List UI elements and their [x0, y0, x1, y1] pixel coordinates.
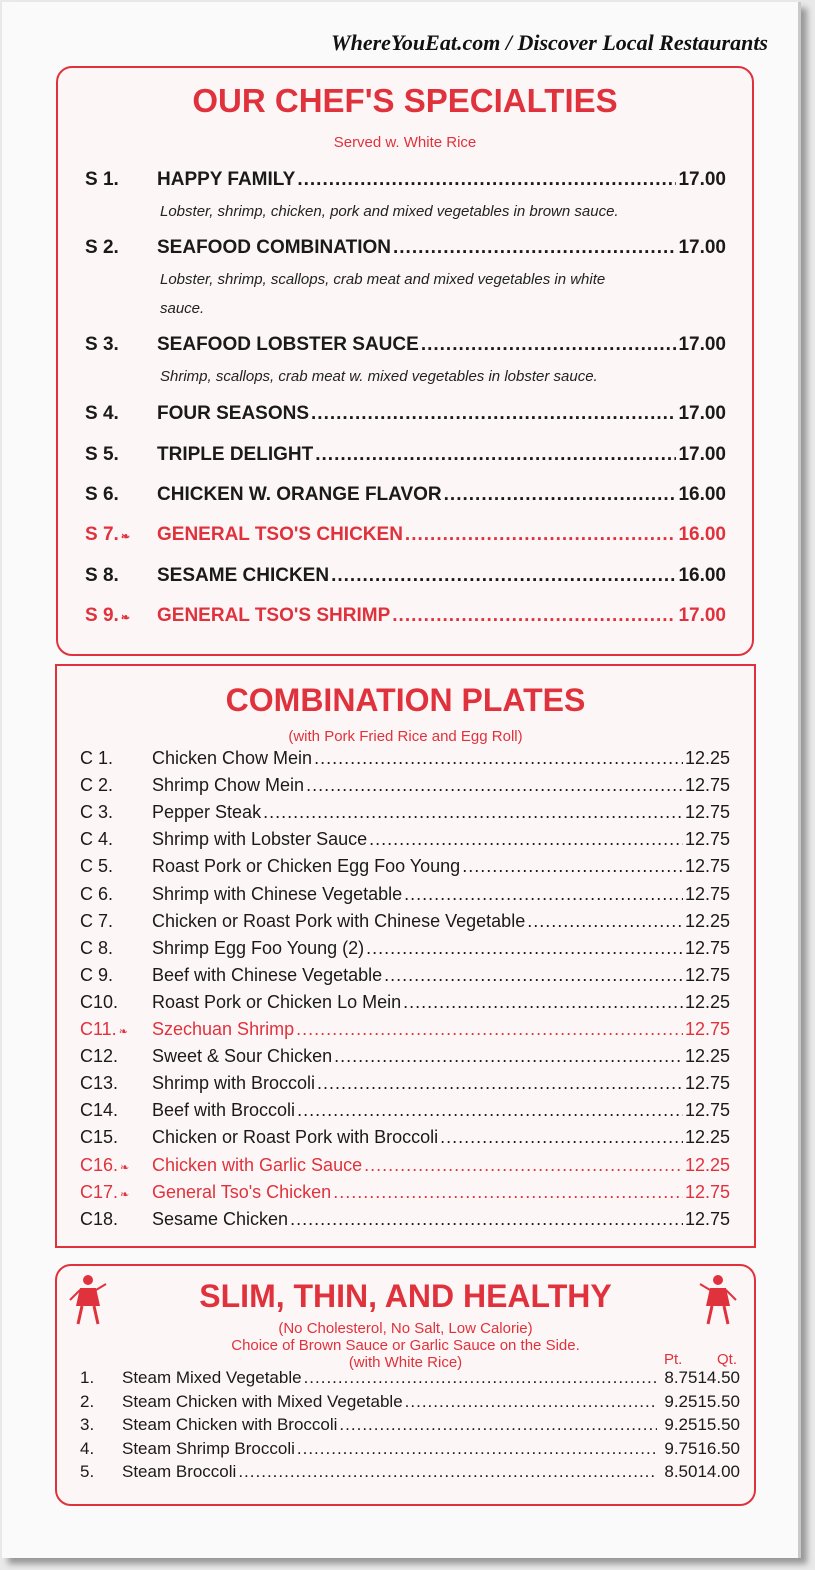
pint-price: 9.25 [664, 1391, 698, 1411]
dancer-figure-icon [68, 1272, 108, 1328]
combination-item: C 3. Pepper Steak ..... 12.75 [80, 802, 730, 823]
specialty-item: S 6. CHICKEN W. ORANGE FLAVOR ..... 16.00 [85, 484, 726, 506]
chili-pepper-icon: ❧ [120, 531, 131, 543]
specialty-item: S 4. FOUR SEASONS ..... 17.00 [85, 403, 726, 425]
specialty-item-spicy: S 9. ❧ GENERAL TSO'S SHRIMP ..... 17.00 [85, 605, 726, 627]
menu-page [2, 2, 801, 1558]
specialty-description: Shrimp, scallops, crab meat w. mixed vegetables in lobster sauce. [160, 368, 598, 385]
combination-item: C 9. Beef with Chinese Vegetable ..... 12.75 [80, 965, 730, 986]
healthy-item: 1. Steam Mixed Vegetable ..... 8.75 14.50 [80, 1368, 740, 1388]
specialty-description: Lobster, shrimp, chicken, pork and mixed vegetables in brown sauce. [160, 203, 619, 220]
specialty-description: Lobster, shrimp, scallops, crab meat and mixed vegetables in white [160, 271, 606, 288]
dancer-figure-icon [698, 1272, 738, 1328]
quart-price: 15.50 [697, 1415, 740, 1435]
combination-item: C 2. Shrimp Chow Mein ..... 12.75 [80, 775, 730, 796]
pint-price: 8.75 [664, 1368, 698, 1387]
combination-item: C12. Sweet & Sour Chicken ..... 12.25 [80, 1046, 730, 1067]
quart-price: 16.50 [697, 1438, 740, 1458]
pint-column-header: Pt. [664, 1351, 683, 1368]
healthy-rice-note: (with White Rice) [348, 1354, 463, 1371]
specialties-title: OUR CHEF'S SPECIALTIES [192, 82, 618, 119]
combination-item: C15. Chicken or Roast Pork with Broccoli ..... 12.25 [80, 1127, 730, 1148]
combination-item: C 7. Chicken or Roast Pork with Chinese Vegetable ..... 12.25 [80, 911, 730, 932]
healthy-item: 4. Steam Shrimp Broccoli ..... 9.75 16.50 [80, 1439, 740, 1459]
combination-item-spicy: C11. ❧ Szechuan Shrimp ..... 12.75 [80, 1019, 730, 1040]
specialty-item: S 2. SEAFOOD COMBINATION ..... 17.00 [85, 237, 726, 259]
quart-price: 15.50 [697, 1391, 740, 1411]
specialty-description: sauce. [160, 300, 205, 317]
specialty-item: S 5. TRIPLE DELIGHT ..... 17.00 [85, 444, 726, 466]
pint-price: 9.25 [664, 1415, 698, 1435]
combination-item: C 1. Chicken Chow Mein ..... 12.25 [80, 748, 730, 769]
healthy-item: 3. Steam Chicken with Broccoli ..... 9.25 15.50 [80, 1415, 740, 1435]
combination-item: C13. Shrimp with Broccoli ..... 12.75 [80, 1073, 730, 1094]
combination-item: C 4. Shrimp with Lobster Sauce ..... 12.75 [80, 829, 730, 850]
combination-item: C 5. Roast Pork or Chicken Egg Foo Young ..... 12.75 [80, 856, 730, 877]
pint-price: 9.75 [664, 1438, 698, 1458]
specialty-item: S 8. SESAME CHICKEN ..... 16.00 [85, 565, 726, 587]
combination-item-spicy: C17. ❧ General Tso's Chicken ..... 12.75 [80, 1182, 730, 1203]
healthy-title: SLIM, THIN, AND HEALTHY [199, 1278, 612, 1314]
specialties-subtitle: Served w. White Rice [333, 134, 477, 151]
specialty-item: S 3. SEAFOOD LOBSTER SAUCE ..... 17.00 [85, 334, 726, 356]
quart-column-header: Qt. [717, 1351, 738, 1368]
combination-title: COMBINATION PLATES [225, 682, 586, 718]
chili-pepper-icon: ❧ [120, 1188, 130, 1201]
specialty-item-spicy: S 7. ❧ GENERAL TSO'S CHICKEN ..... 16.00 [85, 524, 726, 546]
chili-pepper-icon: ❧ [120, 612, 131, 624]
specialty-item: S 1. HAPPY FAMILY ..... 17.00 [85, 169, 726, 191]
combination-item: C10. Roast Pork or Chicken Lo Mein ..... 12.25 [80, 992, 730, 1013]
combination-item: C 6. Shrimp with Chinese Vegetable ..... 12.75 [80, 884, 730, 905]
chili-pepper-icon: ❧ [118, 1026, 128, 1038]
quart-price: 14.00 [697, 1462, 740, 1482]
combination-item-spicy: C16. ❧ Chicken with Garlic Sauce ..... 12.25 [80, 1155, 730, 1176]
combination-subtitle: (with Pork Fried Rice and Egg Roll) [288, 728, 523, 745]
healthy-item: 5. Steam Broccoli ..... 8.50 14.00 [80, 1462, 740, 1482]
combination-item: C14. Beef with Broccoli ..... 12.75 [80, 1100, 730, 1121]
combination-item: C18. Sesame Chicken ..... 12.75 [80, 1209, 730, 1230]
chili-pepper-icon: ❧ [120, 1161, 130, 1174]
quart-price: 14.50 [697, 1368, 740, 1387]
combination-item: C 8. Shrimp Egg Foo Young (2) ..... 12.75 [80, 938, 730, 959]
site-header: WhereYouEat.com / Discover Local Restaurants [331, 30, 768, 55]
healthy-subtitle: (No Cholesterol, No Salt, Low Calorie) [278, 1320, 533, 1337]
healthy-note: Choice of Brown Sauce or Garlic Sauce on the Side. [231, 1337, 580, 1354]
healthy-item: 2. Steam Chicken with Mixed Vegetable ..... 9.25 15.50 [80, 1392, 740, 1412]
pint-price: 8.50 [664, 1462, 698, 1482]
